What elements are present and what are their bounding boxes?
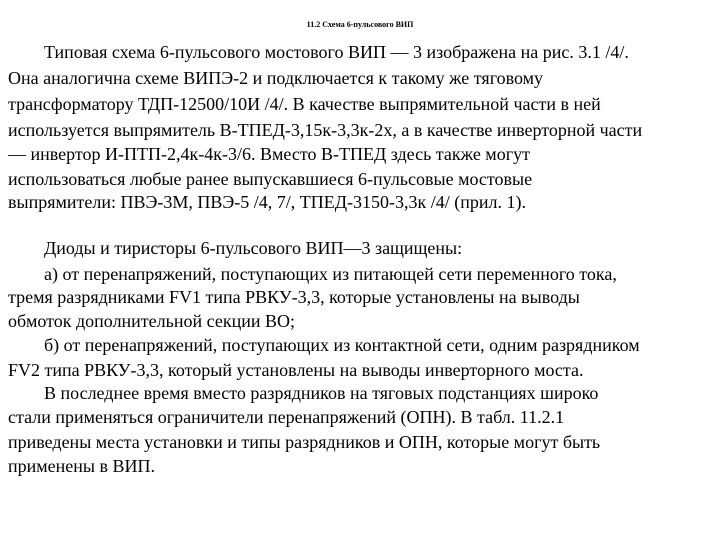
text-line-6: использоваться любые ранее выпускавшиеся 6-пульсовые мостовые [8, 169, 533, 189]
text-line-4: используется выпрямитель В-ТПЕД-3,15к-3,3к-2х, а в качестве инверторной части [8, 120, 643, 140]
section-title: 11.2 Схема 6-пульсового ВИП [306, 20, 414, 29]
text-line-5: — инвертор И-ПТП-2,4к-4к-3/6. Вместо В-ТПЕД здесь также могут [8, 144, 530, 164]
text-line-2: Она аналогична схеме ВИПЭ-2 и подключается к такому же тяговому [8, 68, 544, 88]
text-line-17: применены в ВИП. [8, 456, 155, 476]
text-line-1: Типовая схема 6-пульсового мостового ВИП — 3 изображена на рис. 3.1 /4/. [44, 42, 629, 62]
text-line-12: б) от перенапряжений, поступающих из контактной сети, одним разрядником [44, 335, 640, 355]
text-line-15: стали применяться ограничители перенапряжений (ОПН). В табл. 11.2.1 [8, 407, 565, 427]
text-line-13: FV2 типа РВКУ-3,3, который установлены на выводы инверторного моста. [8, 360, 584, 380]
text-line-14: В последнее время вместо разрядников на тяговых подстанциях широко [44, 383, 599, 403]
text-line-10: тремя разрядниками FV1 типа РВКУ-3,3, которые установлены на выводы [8, 287, 580, 307]
text-line-3: трансформатору ТДП-12500/10И /4/. В качестве выпрямительной части в ней [8, 94, 601, 114]
text-line-16: приведены места установки и типы разрядников и ОПН, которые могут быть [8, 432, 601, 452]
text-line-9: а) от перенапряжений, поступающих из питающей сети переменного тока, [44, 264, 617, 284]
text-line-7: выпрямители: ПВЭ-3М, ПВЭ-5 /4, 7/, ТПЕД-3150-3,3к /4/ (прил. 1). [8, 192, 527, 212]
text-line-11: обмоток дополнительной секции ВО; [8, 311, 295, 331]
text-line-8: Диоды и тиристоры 6-пульсового ВИП—3 защищены: [44, 238, 463, 258]
